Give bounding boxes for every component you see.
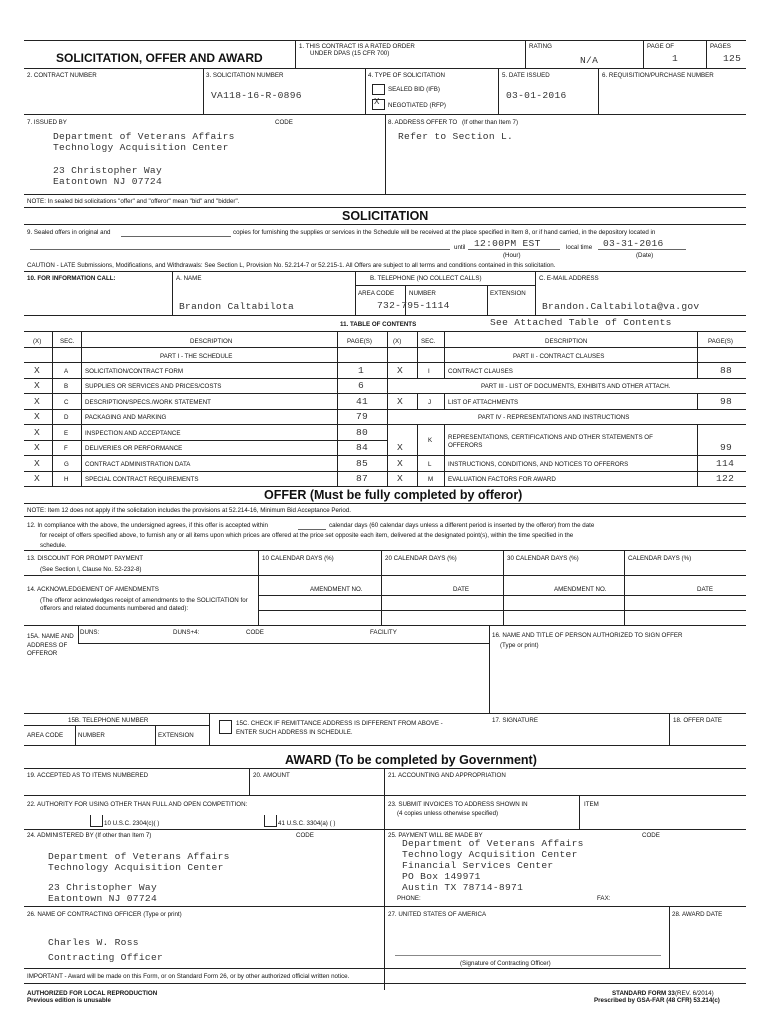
divider — [669, 906, 670, 968]
toc-left-desc: PACKAGING AND MARKING — [85, 414, 167, 421]
toc-col-sec: SEC. — [421, 338, 436, 345]
row-line — [24, 224, 746, 225]
rating-label: RATING — [529, 43, 552, 50]
payment-line: Austin TX 78714-8971 — [402, 882, 524, 893]
row-line — [24, 331, 746, 332]
date-label: DATE — [453, 586, 470, 593]
item24-label: 24. ADMINISTERED BY (If other than Item 7) — [27, 832, 152, 839]
footer-prescribed: Prescribed by GSA-FAR (48 CFR) 53.214(c) — [594, 997, 720, 1004]
toc-right-sec: I — [428, 368, 430, 375]
signature-17-label: 17. SIGNATURE — [492, 717, 538, 724]
divider — [624, 575, 625, 625]
usc41-label: 41 U.S.C. 3304(a) ( ) — [278, 820, 336, 827]
sealed-bid-note: NOTE: In sealed bid solicitations "offer" and "offeror" mean "bid" and "bidder". — [27, 198, 240, 205]
row-line — [24, 725, 209, 726]
area-code-label: AREA CODE — [358, 290, 395, 297]
item9-text: copies for furnishing the supplies or services in the Schedule will be received at the place specified in Item 8, or if hand carried, in the depository located in — [233, 229, 656, 236]
extension-label: EXTENSION — [490, 290, 526, 297]
toc-left-x: X — [34, 365, 41, 376]
toc-right-x: X — [397, 473, 404, 484]
row-line — [24, 471, 746, 472]
pages-label: PAGES — [710, 43, 731, 50]
divider — [249, 768, 250, 795]
toc-right-x: X — [397, 396, 404, 407]
item12-text: calendar days (60 calendar days unless a different period is inserted by the offeror) from the date — [329, 522, 595, 529]
remittance-label: 15C. CHECK IF REMITTANCE ADDRESS IS DIFFERENT FROM ABOVE - ENTER SUCH ADDRESS IN SCHEDULE. — [236, 720, 443, 736]
toc-left-sec: B — [64, 383, 69, 390]
date-value: 03-31-2016 — [603, 238, 664, 249]
row-line — [24, 68, 746, 69]
row-line — [78, 643, 489, 644]
type-print-label: (Type or print) — [500, 642, 539, 649]
item22-label: 22. AUTHORITY FOR USING OTHER THAN FULL AND OPEN COMPETITION: — [27, 801, 248, 808]
toc-part1: PART I - THE SCHEDULE — [160, 353, 233, 360]
item12-text: schedule. — [40, 542, 67, 549]
row-line — [24, 378, 387, 379]
row-line — [24, 455, 746, 456]
type-of-solicitation-label: 4. TYPE OF SOLICITATION — [368, 72, 446, 79]
item23-label: 23. SUBMIT INVOICES TO ADDRESS SHOWN IN — [388, 801, 528, 808]
toc-left-desc: DELIVERIES OR PERFORMANCE — [85, 445, 183, 452]
toc-part2: PART II - CONTRACT CLAUSES — [513, 353, 605, 360]
toc-col-pages: PAGE(S) — [708, 338, 733, 345]
award-heading: AWARD (To be completed by Government) — [285, 753, 537, 767]
admin-line: 23 Christopher Way — [48, 882, 158, 893]
row-line — [24, 194, 746, 195]
divider — [624, 550, 625, 575]
toc-part3: PART III - LIST OF DOCUMENTS, EXHIBITS AND OTHER ATTACH. — [481, 383, 671, 390]
toc-col-sec: SEC. — [60, 338, 75, 345]
toc-left-sec: E — [64, 430, 69, 437]
footer-form-name: STANDARD FORM 33 — [612, 990, 675, 997]
depository-underline — [30, 249, 450, 250]
toc-left-x: X — [34, 396, 41, 407]
toc-right-sec: M — [428, 476, 434, 483]
toc-right-desc: EVALUATION FACTORS FOR AWARD — [448, 476, 556, 483]
item9-text: 9. Sealed offers in original and — [27, 229, 111, 236]
divider — [258, 550, 259, 575]
toc-left-page: 80 — [356, 427, 369, 438]
amendment-no-label: AMENDMENT NO. — [554, 586, 607, 593]
hour-value: 12:00PM EST — [474, 238, 541, 249]
divider — [706, 40, 707, 68]
offer-heading: OFFER (Must be fully completed by offeror) — [264, 488, 523, 502]
ack-label: 14. ACKNOWLEDGEMENT OF AMENDMENTS — [27, 586, 159, 593]
discount-cal: CALENDAR DAYS (%) — [628, 555, 692, 562]
code-label: CODE — [642, 832, 660, 839]
row-line — [24, 983, 746, 984]
amendment-no-label: AMENDMENT NO. — [310, 586, 363, 593]
row-line — [24, 207, 746, 208]
toc-left-page: 87 — [356, 473, 369, 484]
row-line — [24, 409, 387, 410]
toc-col-desc: DESCRIPTION — [545, 338, 588, 345]
row-line — [24, 486, 746, 487]
solicitation-number-label: 3. SOLICITATION NUMBER — [206, 72, 284, 79]
toc-right-page: 99 — [720, 442, 733, 453]
row-line — [24, 347, 746, 348]
phone-15b-label: 15B. TELEPHONE NUMBER — [68, 717, 149, 724]
toc-left-page: 41 — [356, 396, 369, 407]
footer-left: AUTHORIZED FOR LOCAL REPRODUCTION — [27, 990, 158, 997]
row-line — [24, 315, 746, 316]
row-line — [24, 795, 746, 796]
item20-label: 20. AMOUNT — [253, 772, 290, 779]
divider — [155, 725, 156, 745]
row-line — [24, 906, 746, 907]
sub-line — [355, 285, 535, 286]
facility-label: FACILITY — [370, 629, 397, 636]
hour-underline — [468, 249, 560, 250]
item12-text: for receipt of offers specified above, to furnish any or all items upon which prices are offered at the price set opposite each item, delivered at the designated point(s), within the time specified in the — [40, 532, 574, 539]
divider — [385, 114, 386, 194]
item23-sub: (4 copies unless otherwise specified) — [397, 810, 499, 817]
toc-left-sec: H — [64, 476, 69, 483]
item12-text: 12. In compliance with the above, the undersigned agrees, if this offer is accepted within — [27, 522, 268, 529]
toc-left-page: 1 — [358, 365, 365, 376]
extension-label: EXTENSION — [158, 732, 194, 739]
toc-left-sec: D — [64, 414, 69, 421]
duns4-label: DUNS+4: — [173, 629, 200, 636]
issued-by-line: Technology Acquisition Center — [53, 142, 229, 153]
date-underline — [598, 249, 686, 250]
toc-left-desc: SPECIAL CONTRACT REQUIREMENTS — [85, 476, 199, 483]
divider — [295, 40, 296, 68]
toc-left-page: 84 — [356, 442, 369, 453]
toc-heading: 11. TABLE OF CONTENTS — [340, 321, 417, 328]
area-code-label: AREA CODE — [27, 732, 64, 739]
officer-title: Contracting Officer — [48, 952, 164, 963]
issued-by-label: 7. ISSUED BY — [27, 119, 67, 126]
row-line — [24, 625, 746, 626]
row-line — [24, 713, 746, 714]
item12-note: NOTE: Item 12 does not apply if the solicitation includes the provisions at 52.214-16, Minimum Bid Acceptance Period. — [27, 507, 351, 514]
info-call-label: 10. FOR INFORMATION CALL: — [27, 275, 116, 282]
toc-left-desc: INSPECTION AND ACCEPTANCE — [85, 430, 181, 437]
usc41-checkbox[interactable] — [264, 815, 277, 827]
date-issued-label: 5. DATE ISSUED — [502, 72, 550, 79]
item21-label: 21. ACCOUNTING AND APPROPRIATION — [388, 772, 506, 779]
divider — [203, 68, 204, 114]
admin-line: Eatontown NJ 07724 — [48, 893, 158, 904]
toc-left-page: 85 — [356, 458, 369, 469]
negotiated-mark: X — [374, 97, 380, 107]
toc-col-x: (X) — [393, 338, 402, 345]
page-of-label: PAGE OF — [647, 43, 675, 50]
admin-line: Department of Veterans Affairs — [48, 851, 230, 862]
divider — [487, 285, 488, 315]
row-line — [24, 503, 746, 504]
offer-date-label: 18. OFFER DATE — [673, 717, 723, 724]
payment-line: PO Box 149971 — [402, 871, 481, 882]
toc-left-page: 6 — [358, 380, 365, 391]
date-label: (Date) — [636, 252, 654, 259]
divider — [579, 795, 580, 829]
row-line — [387, 424, 746, 425]
phone-value: 732-795-1114 — [377, 300, 450, 311]
number-label: NUMBER — [409, 290, 436, 297]
row-line — [258, 595, 746, 596]
divider — [381, 575, 382, 625]
toc-right-x: X — [397, 458, 404, 469]
issued-by-line: 23 Christopher Way — [53, 165, 163, 176]
row-line — [24, 271, 746, 272]
name-address-label: 15A. NAME AND ADDRESS OF OFFEROR — [27, 633, 74, 657]
until-label: until — [454, 244, 466, 251]
row-line — [24, 768, 746, 769]
divider — [78, 625, 79, 643]
footer-revision: (REV. 6/2014) — [675, 990, 714, 997]
divider — [503, 550, 504, 575]
toc-left-sec: G — [64, 461, 69, 468]
discount-10: 10 CALENDAR DAYS (%) — [262, 555, 334, 562]
toc-right-desc: REPRESENTATIONS, CERTIFICATIONS AND OTHER STATEMENTS OF OFFERORS — [448, 434, 653, 449]
code-label: CODE — [296, 832, 314, 839]
email-value: Brandon.Caltabilota@va.gov — [542, 301, 700, 312]
phone-label: PHONE: — [397, 895, 421, 902]
toc-left-desc: CONTRACT ADMINISTRATION DATA — [85, 461, 191, 468]
payment-line: Technology Acquisition Center — [402, 849, 578, 860]
code-label: CODE — [246, 629, 264, 636]
sealed-bid-checkbox[interactable] — [372, 84, 385, 95]
days-underline — [298, 529, 326, 530]
requisition-label: 6. REQUISITION/PURCHASE NUMBER — [602, 72, 714, 79]
divider — [355, 271, 356, 315]
item26-label: 26. NAME OF CONTRACTING OFFICER (Type or print) — [27, 911, 182, 918]
toc-right-x: X — [397, 365, 404, 376]
issued-by-line: Eatontown NJ 07724 — [53, 176, 163, 187]
toc-part4: PART IV - REPRESENTATIONS AND INSTRUCTIONS — [478, 414, 630, 421]
sealed-bid-label: SEALED BID (IFB) — [388, 86, 440, 93]
discount-label: 13. DISCOUNT FOR PROMPT PAYMENT — [27, 555, 144, 562]
toc-left-x: X — [34, 442, 41, 453]
row-line — [24, 516, 746, 517]
item25-label: 25. PAYMENT WILL BE MADE BY — [388, 832, 483, 839]
toc-right-desc: LIST OF ATTACHMENTS — [448, 399, 519, 406]
toc-col-desc: DESCRIPTION — [190, 338, 233, 345]
remittance-checkbox[interactable] — [219, 720, 232, 734]
divider — [384, 768, 385, 990]
payment-line: Financial Services Center — [402, 860, 554, 871]
address-offer-note: (If other than Item 7) — [462, 119, 519, 126]
divider — [489, 625, 490, 713]
toc-left-desc: SUPPLIES OR SERVICES AND PRICES/COSTS — [85, 383, 222, 390]
row-line — [24, 424, 387, 425]
toc-left-desc: DESCRIPTION/SPECS./WORK STATEMENT — [85, 399, 211, 406]
local-time-label: local time — [566, 244, 593, 251]
officer-name: Charles W. Ross — [48, 937, 139, 948]
divider — [381, 550, 382, 575]
row-line — [24, 362, 746, 363]
negotiated-label: NEGOTIATED (RFP) — [388, 102, 446, 109]
toc-right-page: 98 — [720, 396, 733, 407]
row-line — [258, 610, 746, 611]
authorized-label: 16. NAME AND TITLE OF PERSON AUTHORIZED TO SIGN OFFER — [492, 632, 683, 639]
usc10-checkbox[interactable] — [90, 815, 103, 827]
issued-by-line: Department of Veterans Affairs — [53, 131, 235, 142]
toc-left-sec: C — [64, 399, 69, 406]
row-line — [24, 745, 746, 746]
solicitation-heading: SOLICITATION — [342, 209, 429, 223]
contract-number-label: 2. CONTRACT NUMBER — [27, 72, 97, 79]
toc-right-page: 122 — [716, 473, 735, 484]
divider — [669, 713, 670, 745]
rating-value: N/A — [580, 55, 599, 66]
address-offer-label: 8. ADDRESS OFFER TO — [388, 119, 458, 126]
fax-label: FAX: — [597, 895, 611, 902]
row-line — [24, 968, 746, 969]
discount-sub: (See Section I, Clause No. 52-232-8) — [40, 566, 142, 573]
toc-right-desc: CONTRACT CLAUSES — [448, 368, 513, 375]
toc-left-page: 79 — [356, 411, 369, 422]
divider — [75, 725, 76, 745]
footer-left: Previous edition is unusable — [27, 997, 111, 1004]
row-line — [24, 550, 746, 551]
rated-order-label: 1. THIS CONTRACT IS A RATED ORDER — [299, 43, 415, 50]
date-label: DATE — [697, 586, 714, 593]
divider — [598, 68, 599, 114]
caution-text: CAUTION - LATE Submissions, Modifications, and Withdrawals: See Section L, Provision No. 52.214-7 or 52.215-1. All Offers are subject to all terms and conditions contained in this solicitation. — [27, 262, 556, 269]
divider — [498, 68, 499, 114]
page-value: 1 — [672, 53, 679, 64]
toc-right-page: 114 — [716, 458, 735, 469]
see-attached-toc: See Attached Table of Contents — [490, 317, 672, 328]
toc-left-x: X — [34, 380, 41, 391]
divider — [535, 271, 536, 315]
divider — [365, 68, 366, 114]
toc-left-sec: A — [64, 368, 69, 375]
important-note: IMPORTANT - Award will be made on this Form, or on Standard Form 26, or by other authorized official written notice. — [27, 973, 350, 980]
name-label: A. NAME — [176, 275, 202, 282]
solicitation-number-value: VA118-16-R-0896 — [211, 90, 302, 101]
number-label: NUMBER — [78, 732, 105, 739]
item28-label: 28. AWARD DATE — [672, 911, 723, 918]
divider — [209, 713, 210, 745]
toc-left-x: X — [34, 427, 41, 438]
toc-left-sec: F — [64, 445, 68, 452]
duns-label: DUNS: — [80, 629, 100, 636]
signature-co-label: (Signature of Contracting Officer) — [460, 960, 551, 967]
toc-right-sec: K — [428, 437, 433, 444]
toc-right-sec: L — [428, 461, 432, 468]
signature-line — [395, 955, 661, 956]
ack-sub: (The offeror acknowledges receipt of amendments to the SOLICITATION for offerors and related documents numbered and dated): — [40, 597, 248, 612]
hour-label: (Hour) — [503, 252, 521, 259]
divider — [525, 40, 526, 68]
usc10-label: 10 U.S.C. 2304(c)( ) — [104, 820, 160, 827]
divider — [643, 40, 644, 68]
toc-left-x: X — [34, 458, 41, 469]
telephone-label: B. TELEPHONE (NO COLLECT CALLS) — [370, 275, 482, 282]
toc-left-x: X — [34, 473, 41, 484]
toc-right-desc: INSTRUCTIONS, CONDITIONS, AND NOTICES TO OFFERORS — [448, 461, 629, 468]
toc-col-pages: PAGE(S) — [347, 338, 372, 345]
rated-order-sub: UNDER DPAS (15 CFR 700) — [310, 50, 390, 57]
row-line — [24, 440, 387, 441]
item27-label: 27. UNITED STATES OF AMERICA — [388, 911, 487, 918]
date-issued-value: 03-01-2016 — [506, 90, 567, 101]
divider — [258, 575, 259, 625]
code-label: CODE — [275, 119, 293, 126]
row-line — [24, 575, 746, 576]
copies-underline — [121, 236, 231, 237]
payment-line: Department of Veterans Affairs — [402, 838, 584, 849]
item-label: ITEM — [584, 801, 599, 808]
divider — [503, 575, 504, 625]
admin-line: Technology Acquisition Center — [48, 862, 224, 873]
contact-name-value: Brandon Caltabilota — [179, 301, 295, 312]
toc-right-page: 88 — [720, 365, 733, 376]
form-title: SOLICITATION, OFFER AND AWARD — [56, 51, 263, 65]
address-offer-value: Refer to Section L. — [398, 131, 514, 142]
toc-left-x: X — [34, 411, 41, 422]
toc-right-x: X — [397, 442, 404, 453]
row-line — [24, 829, 746, 830]
divider — [172, 271, 173, 315]
toc-col-x: (X) — [33, 338, 42, 345]
item19-label: 19. ACCEPTED AS TO ITEMS NUMBERED — [27, 772, 149, 779]
discount-30: 30 CALENDAR DAYS (%) — [507, 555, 579, 562]
top-border — [24, 40, 746, 41]
discount-20: 20 CALENDAR DAYS (%) — [385, 555, 457, 562]
toc-left-desc: SOLICITATION/CONTRACT FORM — [85, 368, 183, 375]
email-label: C. E-MAIL ADDRESS — [539, 275, 599, 282]
pages-value: 125 — [723, 53, 742, 64]
row-line — [24, 393, 387, 394]
toc-right-sec: J — [428, 399, 432, 406]
row-line — [387, 393, 746, 394]
